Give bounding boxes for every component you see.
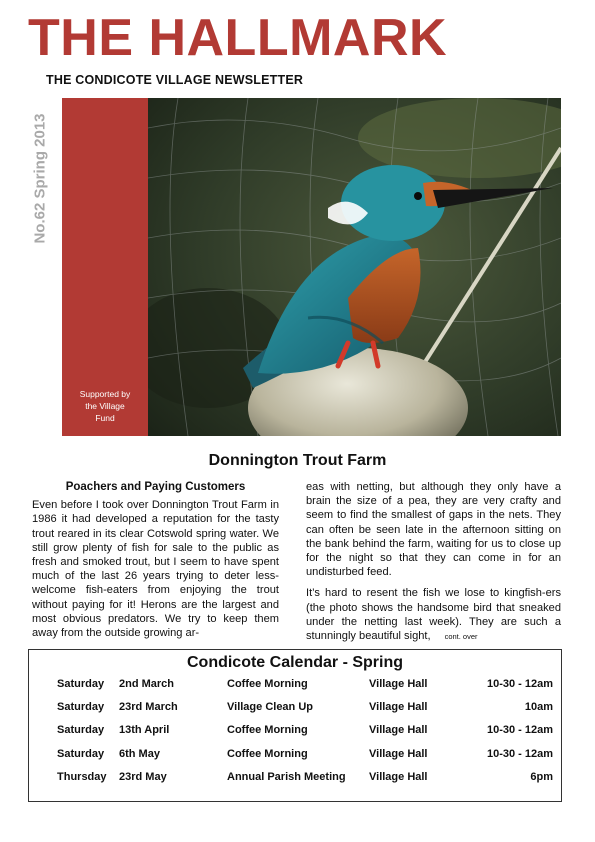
calendar-time: 10-30 - 12am <box>486 747 553 760</box>
calendar-rows <box>29 678 561 794</box>
red-side-band <box>62 98 148 436</box>
kingfisher-eye <box>414 192 422 200</box>
calendar-venue: Village Hall <box>369 770 428 783</box>
calendar-row <box>29 701 561 724</box>
newsletter-subtitle: THE CONDICOTE VILLAGE NEWSLETTER <box>46 73 304 87</box>
article-paragraph-text: It’s hard to resent the fish we lose to kingfish-ers (the photo shows the handsome bird that sneaked under the netting last week). They are such a stunningly beautiful sight, <box>306 587 561 643</box>
kingfisher-illustration <box>148 98 561 436</box>
calendar-venue: Village Hall <box>369 724 428 737</box>
calendar-venue: Village Hall <box>369 747 428 760</box>
calendar-row <box>29 748 561 771</box>
issue-label <box>29 98 51 258</box>
calendar-date: 6th May <box>119 747 160 760</box>
article-paragraph: Even before I took over Donnington Trout Farm in 1986 it had developed a reputation for the tasty trout reared in its clear Cotswold spring water. We still grow plenty of fish for sale to the public as fresh and smoked trout, but I seem to have spent much of the last 26 years trying to deter less-welcome fish-eaters from enjoying the trout without paying for it! Herons are the largest and most obvious predators. We try to keep them away from the outside growing ar- <box>32 499 279 640</box>
calendar-day: Saturday <box>57 724 105 737</box>
article-column-left <box>32 480 279 647</box>
article-paragraph <box>306 586 561 644</box>
support-note-line: Fund <box>95 413 115 423</box>
calendar-venue: Village Hall <box>369 701 428 714</box>
article-column-right <box>306 480 561 651</box>
calendar-row <box>29 678 561 701</box>
calendar-day: Saturday <box>57 678 105 690</box>
article-paragraph: eas with netting, but although they only have a brain the size of a pea, they are very crafty and seem to find the smallest of gaps in the nets. They can often be seen late in the afternoon sitting on the bank behind the farm, waiting for us to close up for the night so that they can come in for an undisturbed feed. <box>306 481 561 579</box>
calendar-row <box>29 771 561 794</box>
calendar-date: 23rd May <box>119 770 167 783</box>
issue-number-text: No.62 Spring 2013 <box>31 112 49 244</box>
calendar-date: 13th April <box>119 724 170 737</box>
calendar-time: 10-30 - 12am <box>486 724 553 737</box>
calendar-date: 23rd March <box>119 701 178 714</box>
newsletter-title: THE HALLMARK <box>28 9 448 67</box>
article-headline: Donnington Trout Farm <box>208 452 387 469</box>
calendar-day: Thursday <box>57 770 107 783</box>
calendar-event: Coffee Morning <box>227 678 308 690</box>
calendar-title: Condicote Calendar - Spring <box>186 654 403 671</box>
calendar-time: 6pm <box>530 770 553 783</box>
support-note-line: Supported by <box>79 389 131 399</box>
calendar-day: Saturday <box>57 747 105 760</box>
calendar-row <box>29 724 561 747</box>
calendar-event: Village Clean Up <box>227 701 313 714</box>
article-subheading: Poachers and Paying Customers <box>65 481 246 493</box>
village-calendar <box>28 649 562 802</box>
calendar-event: Annual Parish Meeting <box>227 770 346 783</box>
kingfisher-photo <box>148 98 561 436</box>
calendar-date: 2nd March <box>119 678 175 690</box>
calendar-event: Coffee Morning <box>227 724 308 737</box>
calendar-event: Coffee Morning <box>227 747 308 760</box>
support-note-line: the Village <box>85 401 125 411</box>
calendar-day: Saturday <box>57 701 105 714</box>
calendar-time: 10-30 - 12am <box>486 678 553 690</box>
support-note <box>62 388 148 424</box>
calendar-time: 10am <box>524 701 553 714</box>
calendar-venue: Village Hall <box>369 678 428 690</box>
continued-label: cont. over <box>444 632 478 642</box>
